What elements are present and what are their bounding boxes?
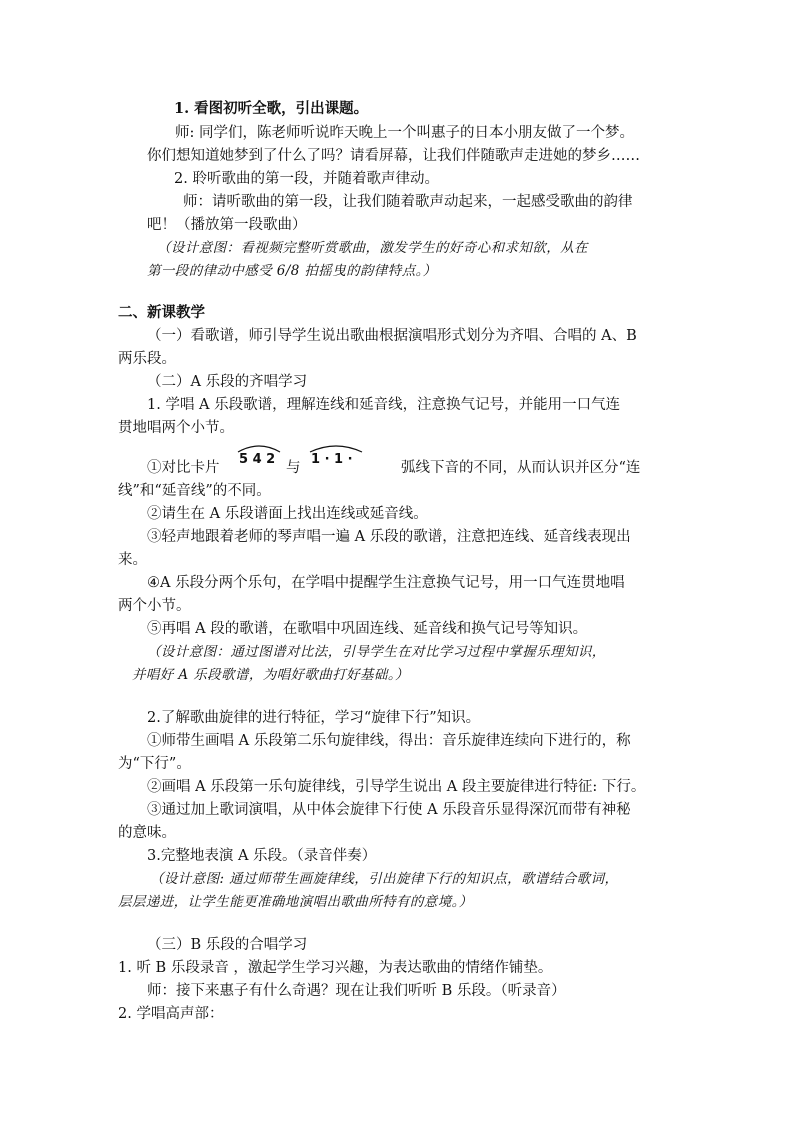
step-line: ②请生在 A 乐段谱面上找出连线或延音线。 <box>147 506 428 522</box>
paragraph-line: 两乐段。 <box>118 351 176 367</box>
design-intent-line: 第一段的律动中感受 6/8 拍摇曳的韵律特点。） <box>147 263 437 279</box>
item2-title: 2.了解歌曲旋律的进行特征，学习“旋律下行”知识。 <box>147 710 481 726</box>
b-item-1: 1. 听 B 乐段录音 ，激起学生学习兴趣，为表达歌曲的情绪作铺垫。 <box>118 960 553 976</box>
paragraph-line: 师: 同学们，陈老师听说昨天晚上一个叫惠子的日本小朋友做了一个梦。 <box>175 125 634 141</box>
paragraph-line: 1. 学唱 A 乐段歌谱，理解连线和延音线，注意换气记号，并能用一口气连 <box>147 397 621 413</box>
paragraph-line: 师：请听歌曲的第一段，让我们随着歌声动起来，一起感受歌曲的韵律 <box>183 194 633 210</box>
item2-text: 2. 聆听歌曲的第一段，并随着歌声律动。 <box>174 171 439 187</box>
card-mid: 与 <box>286 460 301 476</box>
design-intent-line: （设计意图：通过图谱对比法，引导学生在对比学习过程中掌握乐理知识， <box>147 644 606 660</box>
melody-step: ③通过加上歌词演唱，从中体会旋律下行使 A 乐段音乐显得深沉而带有神秘 <box>147 802 631 818</box>
paragraph-line: 线”和“延音线”的不同。 <box>118 483 271 499</box>
design-intent-line: （设计意图：看视频完整听赏歌曲，激发学生的好奇心和求知欲，从在 <box>157 240 588 256</box>
subsection-heading: （二）A 乐段的齐唱学习 <box>147 374 308 390</box>
card-prefix: ①对比卡片 <box>147 460 220 476</box>
step-line: 两个小节。 <box>118 598 191 614</box>
paragraph-line: 吧！（播放第一段歌曲） <box>147 217 307 233</box>
item1-title: 1. 看图初听全歌，引出课题。 <box>174 100 369 117</box>
subsection-heading: （三）B 乐段的合唱学习 <box>147 937 308 953</box>
paragraph-line: 你们想知道她梦到了什么了吗？请看屏幕，让我们伴随歌声走进她的梦乡…… <box>147 148 640 164</box>
step-line: ③轻声地跟着老师的琴声唱一遍 A 乐段的歌谱，注意把连线、延音线表现出 <box>147 529 631 545</box>
design-intent-line: 层层递进，让学生能更准确地演唱出歌曲所特有的意境。） <box>118 894 473 910</box>
melody-step: 为“下行”。 <box>118 756 191 772</box>
notation-tie: 1 · 1 · <box>311 452 353 467</box>
melody-step: ①师带生画唱 A 乐段第二乐句旋律线，得出：音乐旋律连续向下进行的，称 <box>147 733 631 749</box>
b-item-2: 2. 学唱高声部： <box>118 1006 224 1022</box>
teacher-line: 师：接下来惠子有什么奇遇？现在让我们听听 B 乐段。（听录音） <box>147 983 566 999</box>
melody-step: 的意味。 <box>118 825 176 841</box>
section-heading: 二、新课教学 <box>118 304 205 321</box>
step-line: ⑤再唱 A 段的歌谱，在歌唱中巩固连线、延音线和换气记号等知识。 <box>147 621 588 637</box>
design-intent-line: 并唱好 A 乐段歌谱，为唱好歌曲打好基础。） <box>132 667 409 683</box>
step-line: 来。 <box>118 552 147 568</box>
card-suffix: 弧线下音的不同，从而认识并区分“连 <box>401 460 641 476</box>
design-intent-line: （设计意图: 通过师带生画旋律线，引出旋律下行的知识点，歌谱结合歌词， <box>150 871 619 887</box>
paragraph-line: （一）看歌谱，师引导学生说出歌曲根据演唱形式划分为齐唱、合唱的 A、B <box>147 328 637 344</box>
item3-text: 3.完整地表演 A 乐段。（录音伴奏） <box>147 848 377 864</box>
paragraph-line: 贯地唱两个小节。 <box>118 420 234 436</box>
notation-slur: 5 4 2 <box>239 452 276 467</box>
melody-step: ②画唱 A 乐段第一乐句旋律线，引导学生说出 A 段主要旋律进行特征: 下行。 <box>147 779 646 795</box>
step-line: ④A 乐段分两个乐句，在学唱中提醒学生注意换气记号，用一口气连贯地唱 <box>147 575 625 591</box>
